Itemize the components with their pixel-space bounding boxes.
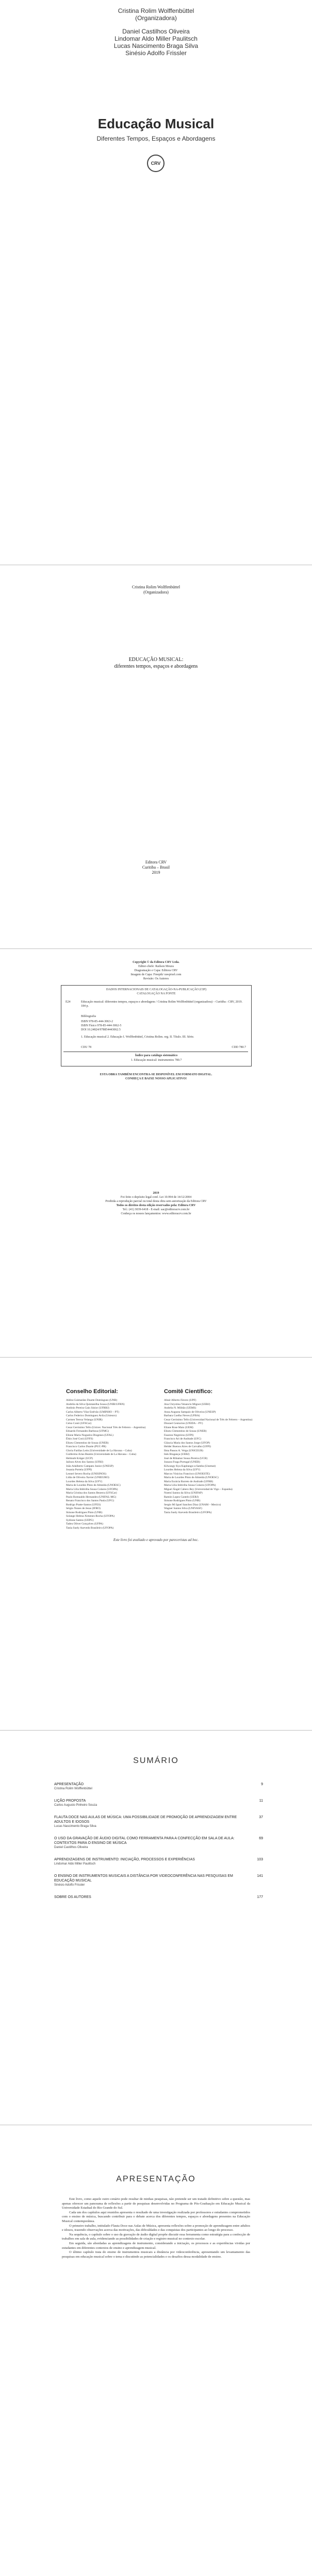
board-member: Élsio José Corá (UFFS) [66, 1437, 93, 1440]
half-title-year: 2019 [152, 870, 160, 875]
board-member: Maria de Lourdes Pinto de Almeida (UNOESC) [164, 1476, 219, 1479]
scientific-committee-title: Comitê Científico: [164, 1388, 213, 1395]
copyright-line: Copyright © da Editora CRV Ltda. [133, 961, 179, 964]
board-member: Míguel Ángel Cabero Rey (Universidad de Vigo – Espanha) [164, 1487, 233, 1491]
publisher-site: Conheça os nossos lançamentos: www.editoracrv.com.br [121, 1212, 191, 1215]
board-member: Wagner Santos Silva (UNIVASF) [164, 1507, 202, 1510]
board-member: Lídia de Oliveira Xavier (UNIEURO) [66, 1476, 109, 1479]
toc-entry-author: Daniel Castilhos Oliveira [54, 1846, 88, 1849]
half-title-role: (Organizadora) [143, 590, 169, 595]
board-member: Guillermo Arias Beatón (Universidade de La Havana – Cuba) [66, 1453, 136, 1456]
toc-entry-author: Carlos Augusto Pinheiro Souza [54, 1804, 97, 1807]
cover-subtitle: Diferentes Tempos, Espaços e Abordagens [96, 135, 216, 142]
half-title-editor: Cristina Rolim Wolffenbüttel [132, 585, 180, 589]
half-title-title: EDUCAÇÃO MUSICAL: [128, 657, 184, 663]
board-member: Jailson Alves dos Santos (UFRJ) [66, 1461, 104, 1464]
board-member: Josania Portela (UFPI) [66, 1468, 92, 1471]
toc-entry-author: Cristina Rolim Wolffenbüttel [54, 1787, 92, 1790]
toc-entry[interactable] [54, 1815, 263, 1829]
half-title-subtitle: diferentes tempos, espaços e abordagens [114, 664, 198, 669]
board-member: Helmuth Krüger (UCP) [66, 1456, 93, 1460]
board-member: Carlos Alberto Vilar Estêvão (UMINHO – PT) [66, 1410, 119, 1414]
toc-entry-title: LIÇÃO PROPOSTA [54, 1799, 86, 1803]
board-member: Elione Maria Nogueira Diogenes (UFAL) [66, 1433, 113, 1437]
editorial-board-title: Conselho Editorial: [66, 1388, 118, 1395]
board-member: Aldira Guimarães Duarte Domínguez (UNB) [66, 1399, 118, 1402]
board-member: Jussara Fraga Portugal (UNEB) [164, 1461, 200, 1464]
board-member: Andréia N. Militão (UEMS) [164, 1406, 196, 1410]
toc-entry-title: SOBRE OS AUTORES [54, 1895, 91, 1899]
board-member: Elizeu Clementino de Souza (UNEB) [66, 1441, 109, 1445]
board-member: Tania Suely Azevedo Brasileiro (UFOPA) [164, 1511, 212, 1514]
copyright-line: Editor-chefe: Railson Moura [138, 965, 174, 968]
half-title-place: Curitiba – Brasil [142, 865, 170, 870]
digital-notice: ESTA OBRA TAMBÉM ENCONTRA-SE DISPONÍVEL EM FORMATO DIGITAL. CONHEÇA E BAIXE NOSSO APLICATIVO! [100, 1073, 212, 1080]
toc-entry-author: Lucas Nascimento Braga Silva [54, 1825, 96, 1828]
summary-page [0, 1731, 312, 2125]
half-title-publisher: Editora CRV [145, 860, 167, 865]
toc-entry-page: 11 [259, 1799, 263, 1803]
board-member: Diosnel Centurion (UNIDA – PY) [164, 1422, 203, 1425]
copyright-year: 2019 [153, 1192, 159, 1195]
rights-notice: Proibida a reprodução parcial ou total desta obra sem autorização da Editora CRV [105, 1200, 207, 1203]
board-member: Francisco Carlos Duarte (PUC-PR) [66, 1445, 106, 1448]
board-member: João Adalberto Campato Junior (UNESP) [66, 1464, 113, 1468]
board-member: Simone Rodrigues Pinto (UNB) [164, 1499, 201, 1502]
toc-entry-title: O ENSINO DE INSTRUMENTOS MUSICAIS A DISTÂNCIA POR VIDEOCONFERÊNCIA NAS PESQUISAS EM EDUCAÇÃO MUSICAL [54, 1874, 233, 1883]
toc-entry[interactable] [54, 1857, 263, 1867]
presentation-paragraph: O primeiro trabalho, intitulado Flauta Doce nas Aulas de Música, apresenta reflexões sobre a promoção de aprendizagem entre adultos e idosos, trazendo observações acerca das motivações, das dificuldades e das conquistas dos participantes ao longo do processo. [62, 2224, 250, 2232]
cover-author-1: Daniel Castilhos Oliveira [122, 28, 190, 35]
toc-entry[interactable] [54, 1895, 263, 1900]
board-member: Carmen Tereza Velanga (UNIR) [66, 1418, 103, 1421]
cip-bibliography: Bibliografia [81, 1015, 96, 1018]
board-member: Maria Lília Imbiriba Sousa Colares (UFOPA) [164, 1484, 216, 1487]
presentation-paragraph: Na sequência, o capítulo sobre o uso da gravação de áudio digital propõe discutir essa ferramenta como estratégia para a confecção de trabalhos em sala de aula, evidenciando as possibilidades de criação e registro musical no contexto escolar. [62, 2232, 250, 2241]
presentation-paragraph: Cada um dos capítulos aqui reunidos apresenta o resultado de uma investigação realizada por professores e estudantes comprometidos com o ensino de música, buscando contribuir para o debate acerca dos diferentes tempos, espaços e abordagens presentes na Educação Musical contemporânea. [62, 2210, 250, 2223]
cip-title: DADOS INTERNACIONAIS DE CATALOGAÇÃO-NA-PUBLICAÇÃO (CIP) CATALOGAÇÃO NA FONTE [106, 988, 207, 995]
board-member: Cesar Gerónimo Tello (Univer. Nacional Três de Febrero – Argentina) [66, 1426, 146, 1429]
board-member: Leonel Severo Rocha (UNISINOS) [66, 1472, 107, 1476]
board-member: Maria de Lourdes Pinto de Almeida (UNOESC) [66, 1484, 121, 1487]
toc-entry-title: APRENDIZAGENS DE INSTRUMENTO: INICIAÇÃO, PROCESSOS E EXPERIÊNCIAS [54, 1858, 195, 1861]
board-member: Kilwangy Kya Kapitango-a-Samba (Unemat) [164, 1464, 216, 1468]
board-member: Andréia da Silva Quintanilha Sousa (UNIR/UFRN) [66, 1402, 125, 1406]
boards-page [0, 1358, 312, 1730]
board-member: Anna Augusta Sampaio de Oliveira (UNESP) [164, 1410, 216, 1414]
toc-entry-title: APRESENTAÇÃO [54, 1783, 84, 1786]
summary-title: SUMÁRIO [133, 1756, 179, 1765]
board-member: Celso Conti (UFSCar) [66, 1422, 92, 1425]
copyright-line: Revisão: Os Autores [143, 977, 169, 980]
board-member: Sérgio Nunes de Jesus (IFRO) [66, 1507, 101, 1510]
half-title-page [0, 565, 312, 948]
board-member: Maria Eurácia Barreto de Andrade (UFRB) [164, 1480, 214, 1483]
crv-logo-icon: CRV [147, 155, 165, 172]
toc-entry-page: 9 [261, 1783, 263, 1786]
editorial-board-list [66, 1399, 159, 1530]
toc-entry-title: FLAUTA DOCE NAS AULAS DE MÚSICA: UMA POSSIBILIDADE DE PROMOÇÃO DE APRENDIZAGEM ENTRE ADULTOS E IDOSOS [54, 1816, 237, 1824]
board-member: Sergio Mi Iguel Sanchez Diaz (UNAM – Mexico) [164, 1503, 221, 1506]
cover-author-4: Sinésio Adolfo Frissler [125, 49, 187, 57]
cip-index-item: 1. Educação musical: instrumentos 780.7 [130, 1059, 182, 1062]
presentation-page [0, 2125, 312, 2576]
board-member: Carlos Federico Dominguez Avila (Unieuro) [66, 1414, 117, 1417]
board-member: Antônio Pereira Gaio Júnior (UFRRJ) [66, 1406, 109, 1410]
cip-subjects: 1. Educação musical 2. Educação I. Wolffenbüttel, Cristina Rolim. org. II. Título. III. Série. [81, 1036, 194, 1039]
legal-deposit: Foi feito o depósito legal conf. Lei 10.994 de 14/12/2004 [120, 1196, 192, 1199]
presentation-title: APRESENTAÇÃO [116, 2175, 196, 2183]
board-member: Barbara Coelho Neves (UFBA) [164, 1414, 200, 1417]
rights-reserved: Todos os direitos desta edição reservados pela: Editora CRV [116, 1204, 196, 1207]
peer-review-note: Este livro foi avaliado e aprovado por pareceristas ad hoc. [113, 1538, 199, 1542]
board-member: Sydione Santos (UEPG) [66, 1518, 94, 1522]
toc-entry-page: 103 [257, 1858, 263, 1861]
board-member: José de Ribamar Sousa Pereira (UCB) [164, 1456, 208, 1460]
board-member: Francisco Ari de Andrade (UFC) [164, 1437, 202, 1440]
toc-entry-page: 69 [259, 1837, 263, 1840]
copyright-line: Imagem de Capa: Freepik/ rawpixel.com [130, 973, 182, 976]
copyright-line: Diagramação e Capa: Editora CRV [134, 969, 178, 972]
cip-isbn-1: ISBN 978-85-444-3063-2 [81, 1020, 113, 1023]
cip-cdu: CDU 78 [81, 1046, 92, 1049]
board-member: Ana Chrystina Venancio Mignot (UERJ) [164, 1402, 210, 1406]
board-member: Maria Lília Imbiriba Sousa Colares (UFOPA) [66, 1487, 118, 1491]
board-member: Gloria Fariñas León (Universidade de La Havana – Cuba) [66, 1449, 132, 1452]
board-member: Eduardo Fernandes Barbosa (UFMG) [66, 1430, 109, 1433]
board-member: Marcos Vinicius Francisco (UNOESTE) [164, 1472, 210, 1476]
cover-editor-name: Cristina Rolim Wolffenbüttel [118, 7, 194, 14]
board-member: Gláucia Maria dos Santos Jorge (UFOP) [164, 1441, 210, 1445]
board-member: Solange Helena Ximenes-Rocha (UFOPA) [66, 1515, 115, 1518]
toc-entry-title: O USO DA GRAVAÇÃO DE ÁUDIO DIGITAL COMO FERRAMENTA PARA A CONFECÇÃO EM SALA DE AULA: CONTEXTOS PARA O ENSINO DE MÚSICA [54, 1837, 235, 1845]
cover-author-2: Lindomar Aldo Miller Paulitsch [114, 35, 198, 42]
toc-entry-page: 177 [257, 1895, 263, 1899]
toc-entry[interactable] [54, 1836, 263, 1850]
cip-text: Educação musical: diferentes tempos, espaços e abordagens / Cristina Rolim Wolffenbüttel (organizadora) – Curitiba : CRV, 2019. 184 p. [81, 1001, 243, 1008]
presentation-body [62, 2197, 250, 2259]
board-member: Lourdes Helena da Silva (UFV) [66, 1480, 103, 1483]
cover-author-3: Lucas Nascimento Braga Silva [113, 42, 199, 49]
board-member: Tania Suely Azevedo Brasileiro (UFOPA) [66, 1526, 114, 1530]
cip-cdd: CDD 780.7 [232, 1046, 246, 1049]
cover-editor-role: (Organizadora) [135, 14, 177, 22]
board-member: Helder Buenos Aires de Carvalho (UFPI) [164, 1445, 211, 1448]
copyright-page [0, 949, 312, 1357]
board-member: Maria Cristina dos Santos Bezerra (UFSCar) [66, 1492, 117, 1495]
board-member: Rodrigo Pratte-Santos (UFES) [66, 1503, 101, 1506]
board-member: Simone Rodrigues Pinto (UNB) [66, 1511, 103, 1514]
cip-index-title: Índice para catálogo sistemático [135, 1054, 178, 1057]
contact-tel: Tel.: (41) 3039-6418 - E-mail: sac@editoracrv.com.br [122, 1208, 190, 1211]
cip-box [61, 985, 252, 1066]
scientific-committee-list [164, 1399, 257, 1515]
board-member: Ramón Lopez Castelo (UERJ) [164, 1495, 199, 1499]
cip-doi: DOI 10.24824/978854443062.5 [81, 1028, 121, 1031]
cover-page [0, 0, 312, 565]
toc-entry-page: 141 [257, 1874, 263, 1878]
board-member: Tadeu Oliver Gonçalves (UFPA) [66, 1522, 103, 1526]
cip-code: E24 [65, 1001, 71, 1004]
toc-entry-author: Sinésio Adolfo Frissler [54, 1884, 85, 1887]
toc-entry[interactable] [54, 1874, 263, 1888]
board-member: Renato Francisco dos Santos Paula (UFG) [66, 1499, 114, 1502]
board-member: Elizeu Clementino de Souza (UNEB) [164, 1430, 207, 1433]
board-member: Cesar Gerónimo Tello (Universidad Nacional de Três de Febrero – Argentina) [164, 1418, 253, 1421]
presentation-paragraph: Este livro, como aquele outro cenário pode resultar de minhas pesquisas, não pretende ser um tratado definitivo sobre a questão, mas apenas oferecer um panorama de reflexões a partir de pesquisas desenvolvidas no Programa de Pós-Graduação em Educação Musical da Universidade Estadual do Rio Grande do Sul. [62, 2197, 250, 2210]
board-member: Altair Alberto Fávero (UPF) [164, 1399, 196, 1402]
toc-entry-author: Lindomar Aldo Miller Paulitsch [54, 1862, 96, 1866]
cip-isbn-2: ISBN Físico 978-85-444-3062-5 [81, 1024, 122, 1027]
board-member: Ilma Passos A. Veiga (UNICEUB) [164, 1449, 203, 1452]
toc-entry[interactable] [54, 1799, 263, 1808]
toc-entry[interactable] [54, 1782, 263, 1791]
board-member: Paulo Romualdo Hernandes (UNIFAL-MG) [66, 1495, 117, 1499]
board-member: Eliane Rose Maio (UEM) [164, 1426, 193, 1429]
board-member: Inês Bragança (UERJ) [164, 1453, 190, 1456]
board-member: Fauston Negreiros (UFPI) [164, 1433, 194, 1437]
cover-title: Educação Musical [97, 116, 215, 131]
board-member: Lourdes Helena da Silva (UFV) [164, 1468, 201, 1471]
presentation-paragraph: O último capítulo trata do ensino de instrumentos musicais a distância por videoconferência, apresentando um levantamento das pesquisas em educação musical sobre o tema e discutindo as potencialidades e os desafios dessa modalidade de ensino. [62, 2250, 250, 2259]
board-member: Noemí Santos da Silva (UNIFAP) [164, 1492, 203, 1495]
toc-entry-page: 37 [259, 1816, 263, 1819]
presentation-paragraph: Em seguida, são abordadas as aprendizagens de instrumento, considerando a iniciação, os processos e as experiências vividas por estudantes em diferentes contextos de ensino e aprendizagem musical. [62, 2241, 250, 2250]
